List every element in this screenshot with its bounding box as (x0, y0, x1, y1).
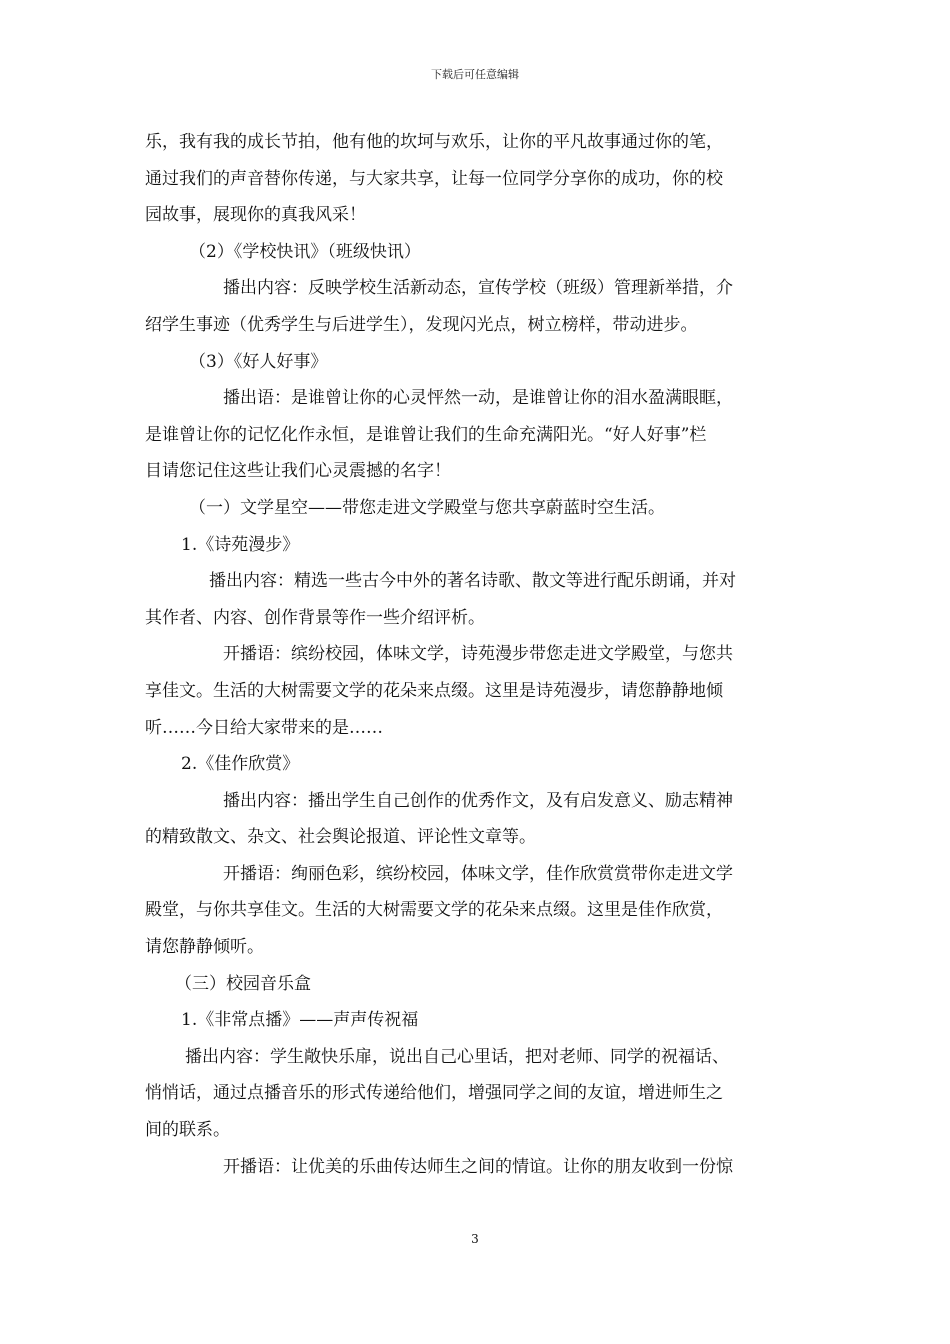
page-header: 下载后可任意编辑 (431, 68, 519, 81)
text-line: 绍学生事迹（优秀学生与后进学生），发现闪光点，树立榜样，带动进步。 (145, 314, 698, 335)
paragraph-start: 播出内容：反映学校生活新动态，宣传学校（班级）管理新举措，介 (223, 278, 733, 299)
page-number: 3 (471, 1232, 479, 1246)
text-line: 是谁曾让你的记忆化作永恒，是谁曾让我们的生命充满阳光。“好人好事”栏 (145, 424, 707, 445)
text-line: 目请您记住这些让我们心灵震撼的名字！ (145, 461, 451, 482)
subsection-heading: 1.《诗苑漫步》 (181, 534, 300, 555)
document-body (145, 124, 810, 1185)
text-line: 听……今日给大家带来的是…… (145, 717, 383, 738)
text-line: 享佳文。生活的大树需要文学的花朵来点缀。这里是诗苑漫步，请您静静地倾 (145, 680, 723, 701)
text-line: 殿堂，与你共享佳文。生活的大树需要文学的花朵来点缀。这里是佳作欣赏， (145, 900, 723, 921)
paragraph-start: 开播语：让优美的乐曲传达师生之间的情谊。让你的朋友收到一份惊 (223, 1156, 733, 1177)
section-heading: （一）文学星空——带您走进文学殿堂与您共享蔚蓝时空生活。 (189, 497, 665, 518)
text-line: 的精致散文、杂文、社会舆论报道、评论性文章等。 (145, 827, 536, 848)
paragraph-start: 播出内容：学生敞快乐扉，说出自己心里话，把对老师、同学的祝福话、 (185, 1046, 729, 1067)
text-line: 间的联系。 (145, 1120, 230, 1141)
section-heading: （3）《好人好事》 (189, 351, 328, 372)
text-line: 请您静静倾听。 (145, 937, 264, 958)
text-line: 悄悄话，通过点播音乐的形式传递给他们，增强同学之间的友谊，增进师生之 (145, 1083, 723, 1104)
text-line: 通过我们的声音替你传递，与大家共享，让每一位同学分享你的成功，你的校 (145, 168, 723, 189)
text-line: 乐，我有我的成长节拍，他有他的坎坷与欢乐，让你的平凡故事通过你的笔， (145, 132, 723, 152)
text-line: 园故事，展现你的真我风采！ (145, 205, 366, 226)
paragraph-start: 开播语：绚丽色彩，缤纷校园，体味文学，佳作欣赏赏带你走进文学 (223, 863, 733, 884)
paragraph-start: 播出内容：播出学生自己创作的优秀作文，及有启发意义、励志精神 (223, 790, 733, 811)
subsection-heading: 2.《佳作欣赏》 (181, 754, 300, 775)
section-heading: （三）校园音乐盒 (175, 973, 311, 994)
text-line: 其作者、内容、创作背景等作一些介绍评析。 (145, 607, 485, 628)
subsection-heading: 1.《非常点播》——声声传祝福 (181, 1010, 419, 1031)
paragraph-start: 播出内容：精选一些古今中外的著名诗歌、散文等进行配乐朗诵，并对 (209, 571, 736, 592)
paragraph-start: 开播语：缤纷校园，体味文学，诗苑漫步带您走进文学殿堂，与您共 (223, 644, 733, 665)
section-heading: （2）《学校快讯》（班级快讯） (189, 241, 421, 262)
paragraph-start: 播出语：是谁曾让你的心灵怦然一动，是谁曾让你的泪水盈满眼眶， (223, 388, 733, 409)
